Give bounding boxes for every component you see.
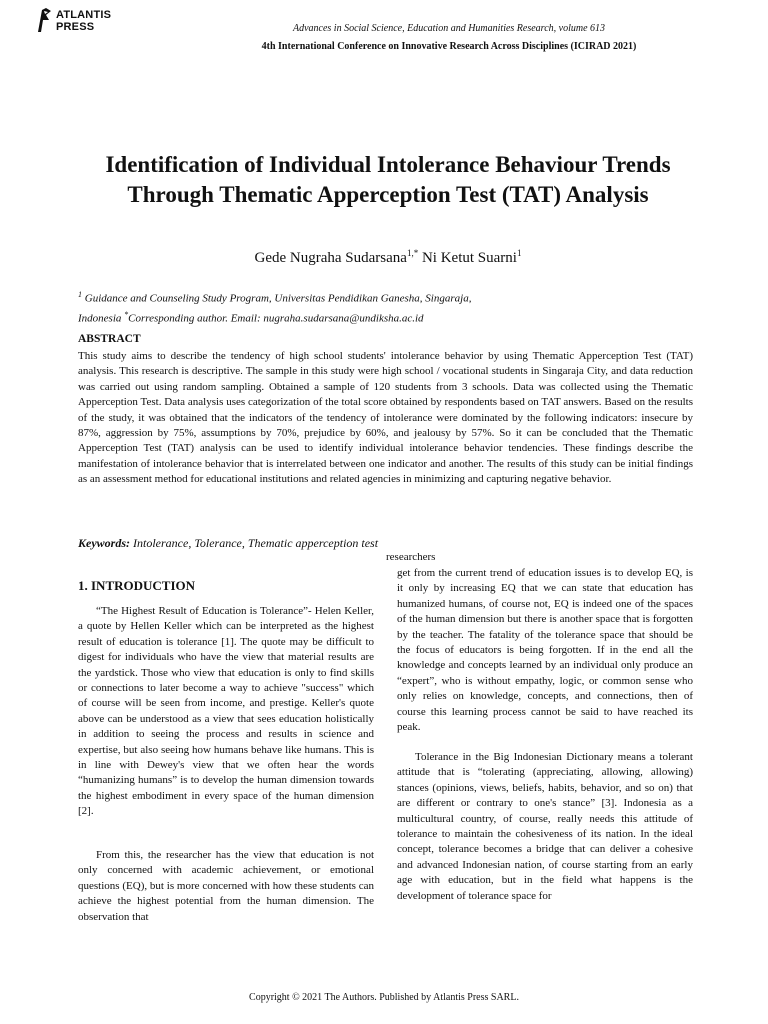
intro-paragraph-2 [78, 848, 374, 925]
keywords-text: Intolerance, Tolerance, Thematic apperception test [130, 536, 379, 550]
affiliation-text: Guidance and Counseling Study Program, Universitas Pendidikan Ganesha, Singaraja, [82, 292, 472, 305]
author-1: Gede Nugraha Sudarsana [254, 250, 407, 266]
abstract-heading: ABSTRACT [78, 333, 141, 345]
intro-paragraph-1 [78, 604, 374, 820]
corresponding-author: Corresponding author. Email: nugraha.sudarsana@undiksha.ac.id [128, 312, 424, 325]
logo-text-atlantis: ATLANTIS [56, 9, 112, 21]
stray-word-researchers: researchers [386, 551, 436, 563]
corresponding-mark: * [124, 309, 129, 319]
intro-paragraph-3 [397, 566, 693, 735]
paragraph-text: From this, the researcher has the view that education is not only concerned with academic achievement, or emotional questions (EQ), but is more concerned with how these students can achieve the highest potential from the human dimension. The observation that [78, 849, 374, 923]
paragraph-text: “The Highest Result of Education is Tolerance”- Helen Keller, a quote by Hellen Keller which can be interpreted as the highest result of education is tolerance [1]. The quote may be difficult to digest for individuals who have the view that material results are the yardstick. Those who view that education is only to find skills or connections to later become a way to achieve "success" which of course will be seen from income, and prestige. Keller's quote above can be understood as a view that sees education holistically in addition to seeing the process and results in science and expertise, but also seeing how humans behave like humans. This is in line with Dewey's view that we often hear the words “humanizing humans” is to develop the human dimension towards the highest embodiment in every space of the human dimension [2]. [78, 605, 374, 818]
keywords-label: Keywords: [78, 536, 130, 550]
conference-name: 4th International Conference on Innovative Research Across Disciplines (ICIRAD 2021) [261, 41, 637, 52]
paragraph-text: Tolerance in the Big Indonesian Dictionary means a tolerant attitude that is “tolerating (appreciating, allowing, allowing) stances (opinions, views, beliefs, habits, behavior, and so on) that are different or contrary to one's stance” [3]. Indonesia as a multicultural country, of course, really needs this attitude of tolerance to maintain the cohesiveness of its nation. In the ideal concept, tolerance becomes a bridge that can deliver a cohesive and advanced Indonesian nation, of course starting from an early age with education, but in the field what happens is the development of tolerance space for [397, 751, 693, 902]
author-1-affil-mark: 1,* [406, 248, 419, 258]
author-2-affil-mark: 1 [516, 248, 522, 258]
affiliation-country: Indonesia [78, 312, 125, 325]
abstract-text: This study aims to describe the tendency of high school students' intolerance behavior by using Thematic Apperception Test (TAT) analysis. This research is descriptive. The sample in this study were high school / vocational students in Singaraja City, and data reduction was carried out using random sampling. Obtained a sample of 120 students from 3 schools. Data was collected using the Thematic Apperception Test. Data analysis uses categorization of the total score obtained by respondents based on TAT answers. Based on the results of the study, it was obtained that the indicators of the tendency of intolerance were dominated by the following indicators: insecure by 87%, aggression by 75%, assumptions by 70%, prejudice by 60%, and jealousy by 57%. So it can be concluded that the Thematic Apperception Test (TAT) analysis can be used to identify individual intolerance behavior tendencies. These findings describe the manifestation of intolerance behavior that is interrelated between one indicator and another. The results of this study can be initial findings as an assessment method for educational institutions and related agencies in minimizing and capturing negative behavior. [78, 350, 693, 486]
author-2: Ni Ketut Suarni [418, 250, 517, 266]
journal-name: Advances in Social Science, Education and Humanities Research, volume 613 [292, 23, 606, 34]
author-list [80, 248, 696, 267]
section-heading-introduction: 1. INTRODUCTION [78, 578, 196, 593]
affiliation [78, 287, 698, 326]
paragraph-text: get from the current trend of education issues is to develop EQ, is it only by increasing EQ that we can state that education has humanized humans, of course not, EQ is indeed one of the spaces of the human dimension but there is another space that is forgotten by the teacher. The fatality of the tolerance space that should be the focus of educators is being forgotten. If in the end all the knowledge and concepts learned by an individual only produce an “expert”, who is without empathy, logic, or common sense who only relies on knowledge, concepts, and connections, then of course this learning process cannot be said to have reached its peak. [397, 567, 693, 734]
keywords [78, 536, 378, 551]
paper-title: Identification of Individual Intolerance Behaviour Trends Through Thematic Apperception Test (TAT) Analysis [105, 152, 671, 207]
affiliation-mark: 1 [78, 290, 82, 299]
logo-text-press: PRESS [56, 21, 95, 33]
intro-paragraph-4 [397, 750, 693, 904]
copyright-footer: Copyright © 2021 The Authors. Published by Atlantis Press SARL. [249, 992, 519, 1003]
